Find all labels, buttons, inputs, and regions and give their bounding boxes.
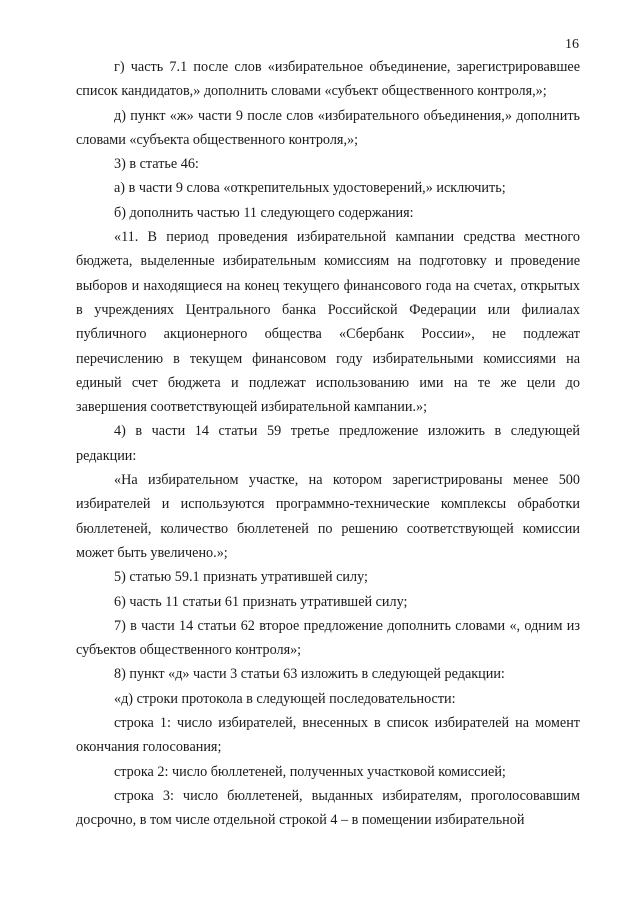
- page-number: 16: [565, 37, 579, 52]
- paragraph-line-1: строка 1: число избирателей, внесенных в список избирателей на момент окончания голосования;: [76, 715, 580, 756]
- paragraph-part-11: «11. В период проведения избирательной кампании средства местного бюджета, выделенные избирательным комиссиям на подготовку и проведение выборов и находящиеся на конец текущего финансового года на счетах, открытых в учреждениях Центрального банка Российской Федерации или филиалах публичного акционерного общества «Сбербанк России», не подлежат перечислению в текущем финансовом году избирательными комиссиями на единый счет бюджета и подлежат использованию ими на те же цели до завершения соответствующей избирательной кампании.»;: [76, 229, 580, 416]
- paragraph-article-59-1: 5) статью 59.1 признать утратившей силу;: [114, 569, 368, 586]
- paragraph-article-46-b: б) дополнить частью 11 следующего содержания:: [114, 204, 414, 221]
- paragraph-article-59: 4) в части 14 статьи 59 третье предложение изложить в следующей редакции:: [76, 423, 580, 464]
- paragraph-article-63: 8) пункт «д» части 3 статьи 63 изложить в следующей редакции:: [114, 666, 505, 683]
- paragraph-article-46: 3) в статье 46:: [114, 156, 199, 173]
- paragraph-article-59-text: «На избирательном участке, на котором зарегистрированы менее 500 избирателей и используются программно-технические комплексы обработки бюллетеней, количество бюллетеней по решению соответствующей комиссии может быть увеличено.»;: [76, 472, 580, 561]
- document-body: [76, 55, 580, 833]
- paragraph-article-46-a: а) в части 9 слова «открепительных удостоверений,» исключить;: [114, 180, 506, 197]
- paragraph-article-62: 7) в части 14 статьи 62 второе предложение дополнить словами «, одним из субъектов общественного контроля»;: [76, 617, 580, 659]
- paragraph-line-2: строка 2: число бюллетеней, полученных участковой комиссией;: [114, 763, 506, 780]
- paragraph-line-3: строка 3: число бюллетеней, выданных избирателям, проголосовавшим досрочно, в том числе отдельной строкой 4 – в помещении избирательной: [76, 787, 580, 829]
- paragraph-protocol-lines: «д) строки протокола в следующей последовательности:: [114, 690, 456, 707]
- paragraph-article-61: 6) часть 11 статьи 61 признать утратившей силу;: [114, 593, 408, 610]
- paragraph-amendment-g: г) часть 7.1 после слов «избирательное объединение, зарегистрировавшее список кандидатов,» дополнить словами «субъект общественного контроля,»;: [76, 59, 580, 100]
- paragraph-amendment-d: д) пункт «ж» части 9 после слов «избирательного объединения,» дополнить словами «субъекта общественного контроля,»;: [76, 107, 580, 148]
